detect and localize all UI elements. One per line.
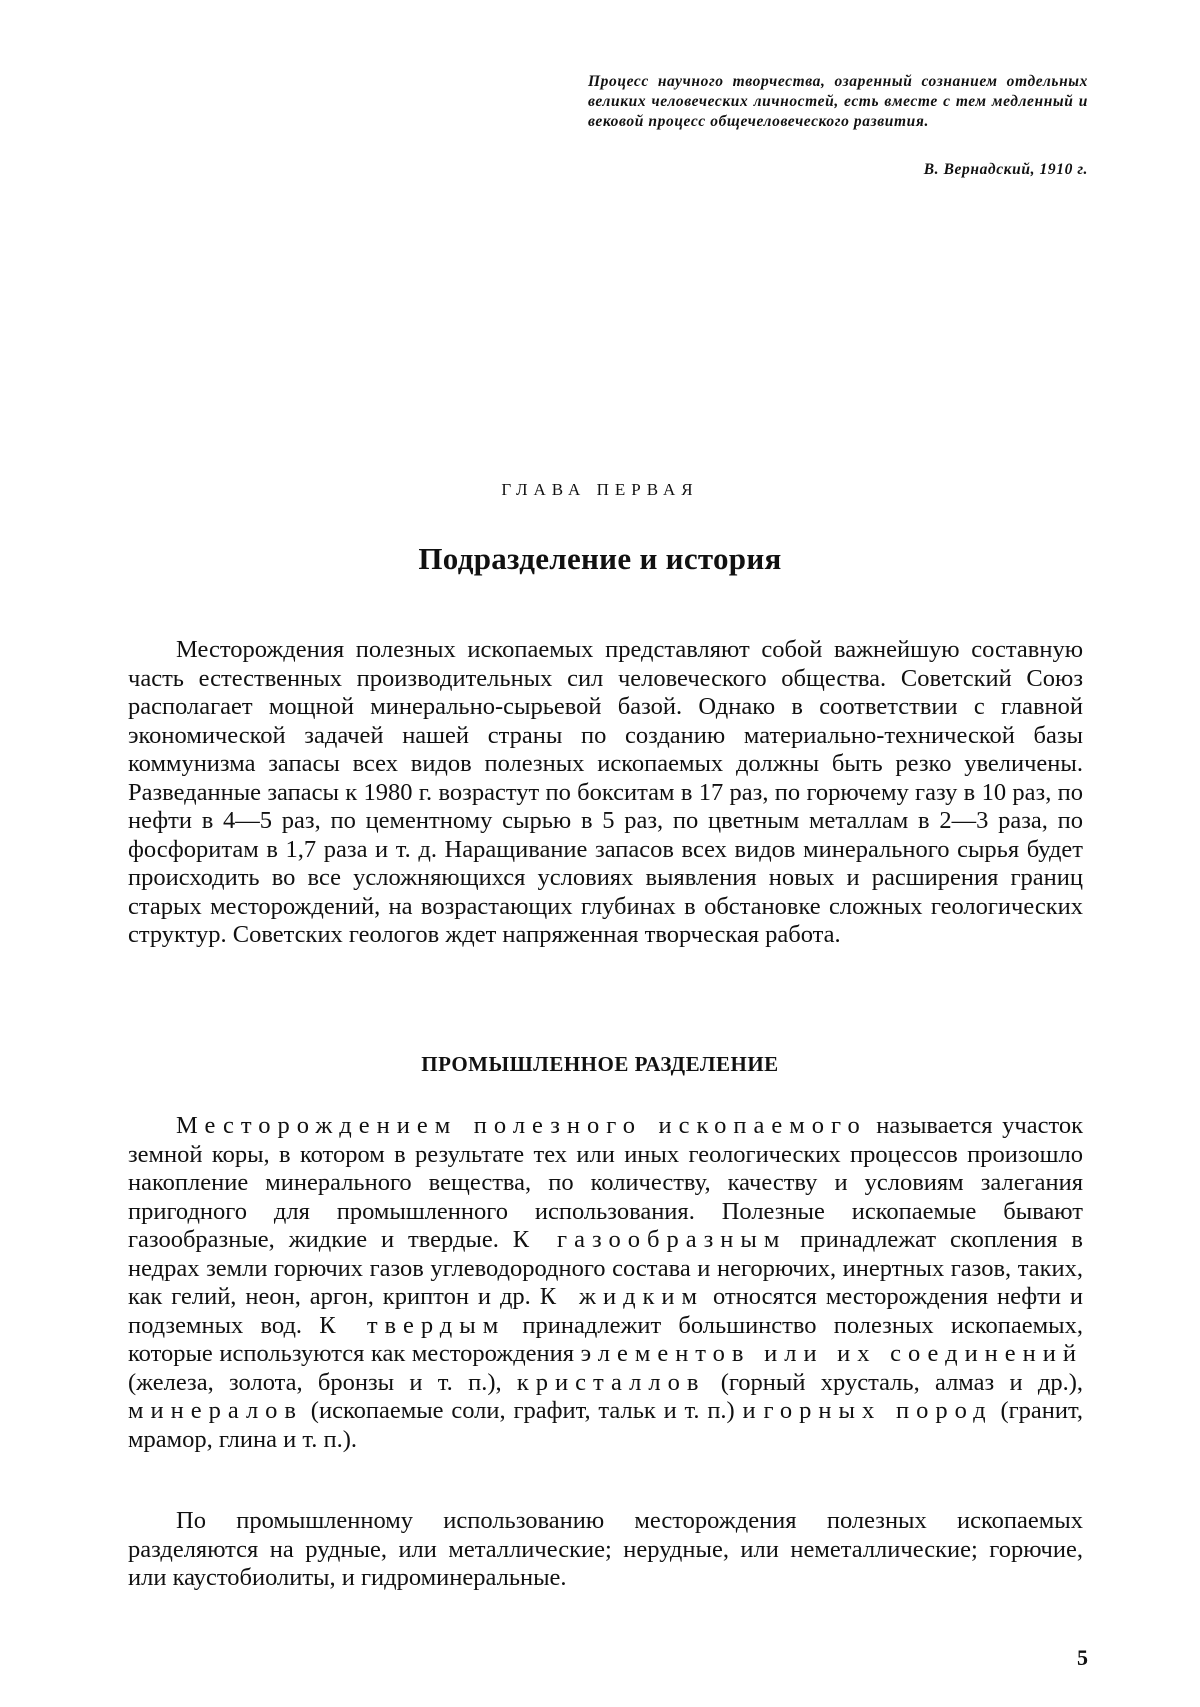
paragraph-intro (128, 636, 1083, 950)
text-segment: принадлежит большинство полезных ископаемых, которые используются как месторождения (128, 1311, 1083, 1367)
term-rocks: горных пород (763, 1397, 993, 1424)
term-gas: К газообразным (512, 1226, 787, 1253)
text-segment: называется участок земной коры, в котором в результате тех или иных геологических процессов произошло накопление минерального вещества, по количеству, качеству и условиям залегания пригодного для промышленного использования. Полезные ископаемые бывают газообразные, жидкие и твердые. (128, 1112, 1084, 1253)
term-solid: К твердым (319, 1311, 506, 1339)
chapter-label: ГЛАВА ПЕРВАЯ (501, 480, 699, 499)
text-segment: (ископаемые соли, графит, тальк и т. п.) и (303, 1397, 764, 1424)
term-crystals: кристаллов (516, 1368, 706, 1396)
text-segment: (горный хрусталь, алмаз и др.), (705, 1368, 1083, 1396)
term-minerals: минералов (128, 1397, 303, 1424)
term-deposit: Месторождением полезного ископаемого (176, 1112, 867, 1139)
text-segment: (гранит, мрамор, глина и т. п.). (128, 1397, 1084, 1453)
text-segment: (железа, золота, бронзы и т. п.), (128, 1368, 517, 1396)
paragraph-intro-text: Месторождения полезных ископаемых представляют собой важнейшую составную часть естественных производительных сил человеческого общества. Советский Союз располагает мощной минерально-сырьевой базой. Однако в соответствии с главной экономической задачей нашей страны по созданию материально-технической базы коммунизма запасы всех видов полезных ископаемых должны быть резко увеличены. Разведанные запасы к 1980 г. возрастут по бокситам в 17 раз, по горючему газу в 10 раз, по нефти в 4—5 раз, по цементному сырью в 5 раз, по цветным металлам в 2—3 раза, по фосфоритам в 1,7 раза и т. д. Наращивание запасов всех видов минерального сырья будет происходить во все усложняющихся условиях выявления новых и расширения границ старых месторождений, на возрастающих глубинах в обстановке сложных геологических структур. Советских геологов ждет напряженная творческая работа. (128, 636, 1083, 948)
paragraph-definition-text (128, 1112, 1083, 1454)
paragraph-classification (128, 1507, 1083, 1593)
term-elements: элементов или их соединений (580, 1340, 1083, 1367)
section-heading: ПРОМЫШЛЕННОЕ РАЗДЕЛЕНИЕ (421, 1052, 779, 1076)
term-liquid: К жидким (539, 1283, 705, 1310)
epigraph-text: Процесс научного творчества, озаренный сознанием отдельных великих человеческих личностей, есть вместе с тем медленный и вековой процесс общечеловеческого развития. (588, 73, 1088, 130)
chapter-title: Подразделение и история (418, 541, 782, 576)
paragraph-definition (128, 1112, 1083, 1454)
paragraph-classification-text: По промышленному использованию месторождения полезных ископаемых разделяются на рудные, или металлические; нерудные, или неметаллические; горючие, или каустобиолиты, и гидроминеральные. (128, 1507, 1083, 1591)
page-number: 5 (1077, 1645, 1088, 1670)
text-segment: относятся месторождения нефти и подземных вод. (128, 1283, 1083, 1339)
epigraph-author: В. Вернадский, 1910 г. (923, 161, 1088, 178)
text-segment: принадлежат скопления в недрах земли горючих газов углеводородного состава и негорючих, инертных газов, таких, как гелий, неон, аргон, криптон и др. (128, 1226, 1083, 1310)
